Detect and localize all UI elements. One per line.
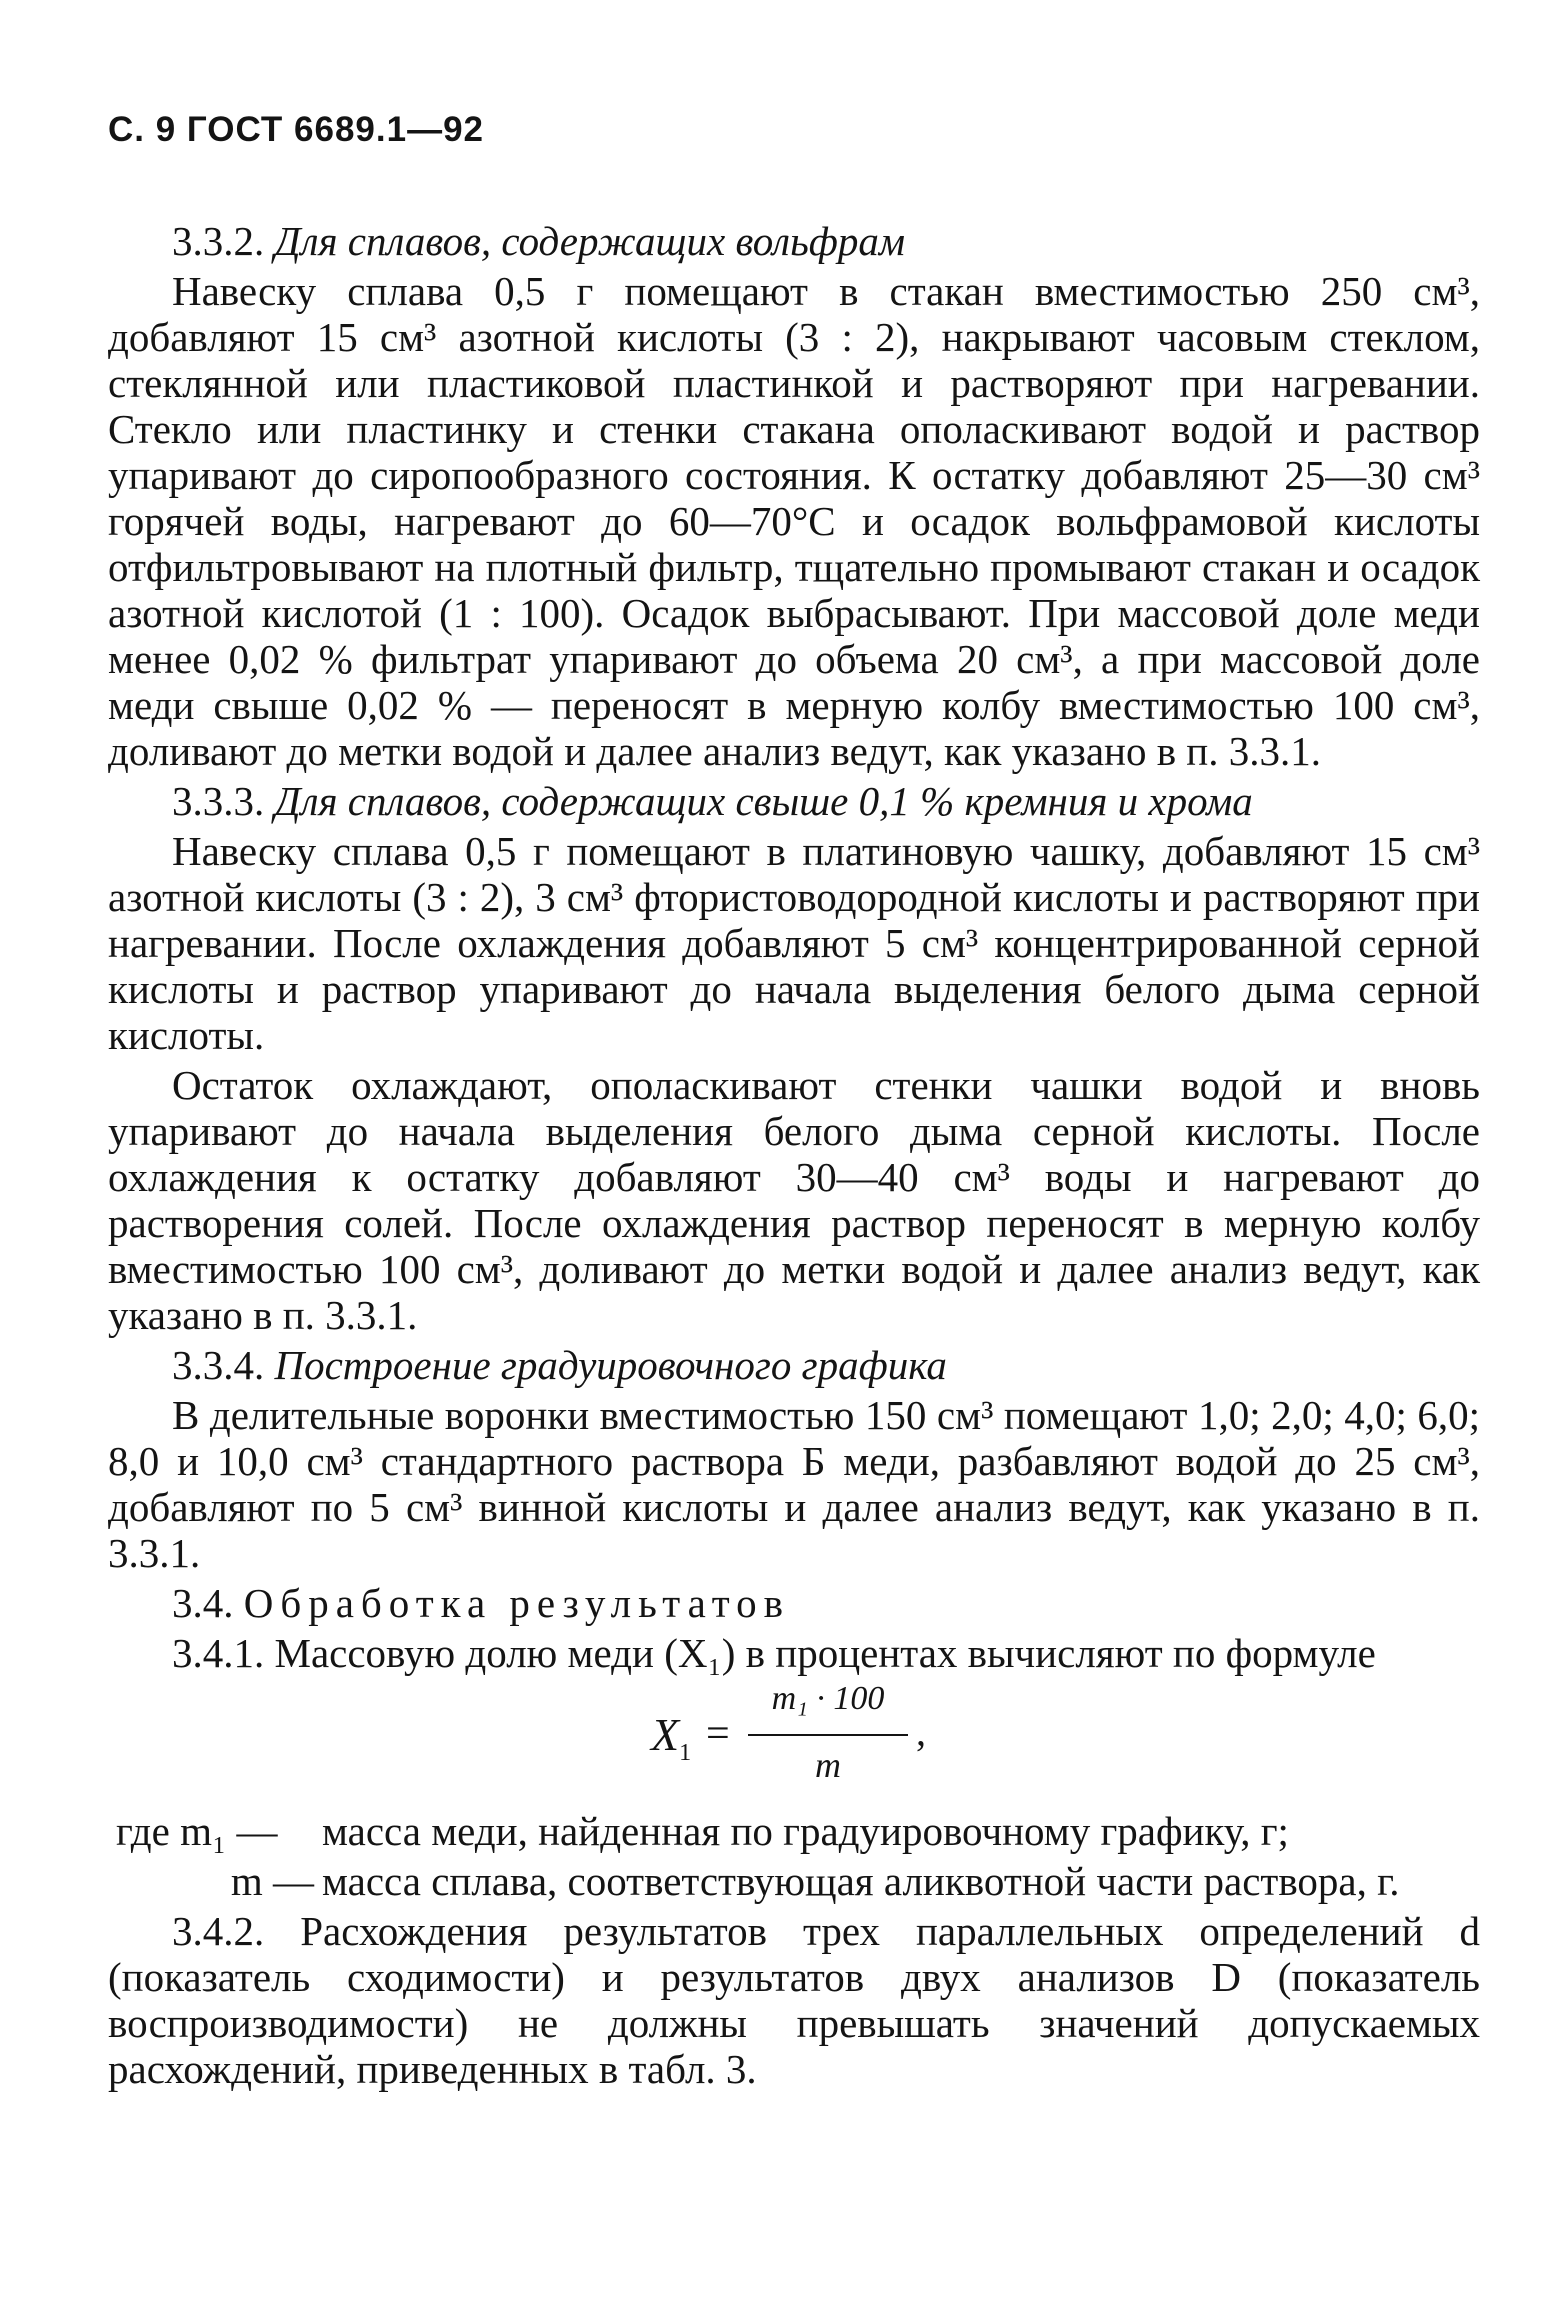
section-number: 3.4. [172, 1580, 234, 1626]
formula-numerator: m₁ · 100 [771, 1680, 885, 1717]
formula-lhs [651, 1708, 691, 1767]
where-definition: масса сплава, соответствующая аликвотной части раствора, г. [322, 1858, 1400, 1904]
formula-lhs-subscript: 1 [679, 1740, 692, 1767]
section-3-4-1-text: 3.4.1. Массовую долю меди (X₁) в процентах вычисляют по формуле [172, 1630, 1376, 1676]
section-number: 3.3.2. [172, 218, 265, 264]
section-3-3-3-text-2: Остаток охлаждают, ополаскивают стенки чашки водой и вновь упаривают до начала выделения белого дыма серной кислоты. После охлаждения к остатку добавляют 30—40 см³ воды и нагревают до растворения солей. После охлаждения раствор переносят в мерную колбу вместимостью 100 см³, доливают до метки водой и далее анализ ведут, как указано в п. 3.3.1. [108, 1062, 1480, 1338]
where-line-1 [108, 1808, 1480, 1854]
section-title: Для сплавов, содержащих свыше 0,1 % кремния и хрома [274, 778, 1253, 824]
section-3-3-3-heading [108, 778, 1480, 824]
section-number: 3.3.3. [172, 778, 265, 824]
section-3-3-2-heading [108, 218, 1480, 264]
section-number: 3.3.4. [172, 1342, 265, 1388]
section-title: Обработка результатов [243, 1580, 791, 1626]
page-header: С. 9 ГОСТ 6689.1—92 [108, 110, 485, 149]
formula-equals: = [706, 1711, 730, 1757]
where-term: m — [230, 1858, 314, 1904]
formula-lhs-symbol: X [651, 1709, 680, 1760]
section-3-4-heading [108, 1580, 1480, 1626]
section-3-3-4-text: В делительные воронки вместимостью 150 см³ помещают 1,0; 2,0; 4,0; 6,0; 8,0 и 10,0 см³ стандартного раствора Б меди, разбавляют водой до 25 см³, добавляют по 5 см³ винной кислоты и далее анализ ведут, как указано в п. 3.3.1. [108, 1392, 1480, 1576]
section-3-4-2-text: 3.4.2. Расхождения результатов трех параллельных определений d (показатель сходимости) и результатов двух анализов D (показатель воспроизводимости) не должны превышать значений допускаемых расхождений, приведенных в табл. 3. [108, 1908, 1480, 2092]
section-title: Для сплавов, содержащих вольфрам [274, 218, 905, 264]
formula-denominator: m [815, 1745, 841, 1785]
section-title: Построение градуировочного графика [274, 1342, 947, 1388]
section-3-3-3-text-1: Навеску сплава 0,5 г помещают в платиновую чашку, добавляют 15 см³ азотной кислоты (3 : 2), 3 см³ фтористоводородной кислоты и растворяют при нагревании. После охлаждения добавляют 5 см³ концентрированной серной кислоты и раствор упаривают до начала выделения белого дыма серной кислоты. [108, 828, 1480, 1058]
where-term: где m₁ — [116, 1808, 278, 1854]
formula [108, 1680, 1480, 1800]
fraction-bar [748, 1734, 908, 1736]
section-3-3-2-text: Навеску сплава 0,5 г помещают в стакан вместимостью 250 см³, добавляют 15 см³ азотной кислоты (3 : 2), накрывают часовым стеклом, стеклянной или пластиковой пластинкой и растворяют при нагревании. Стекло или пластинку и стенки стакана ополаскивают водой и раствор упаривают до сиропообразного состояния. К остатку добавляют 25—30 см³ горячей воды, нагревают до 60—70°С и осадок вольфрамовой кислоты отфильтровывают на плотный фильтр, тщательно промывают стакан и осадок азотной кислотой (1 : 100). Осадок выбрасывают. При массовой доле меди менее 0,02 % фильтрат упаривают до объема 20 см³, а при массовой доле меди свыше 0,02 % — переносят в мерную колбу вместимостью 100 см³, доливают до метки водой и далее анализ ведут, как указано в п. 3.3.1. [108, 268, 1480, 774]
section-3-3-4-heading [108, 1342, 1480, 1388]
where-definition: масса меди, найденная по градуировочному графику, г; [322, 1808, 1289, 1854]
where-line-2 [108, 1858, 1480, 1904]
document-page [108, 110, 1480, 2096]
formula-comma: , [916, 1709, 926, 1754]
